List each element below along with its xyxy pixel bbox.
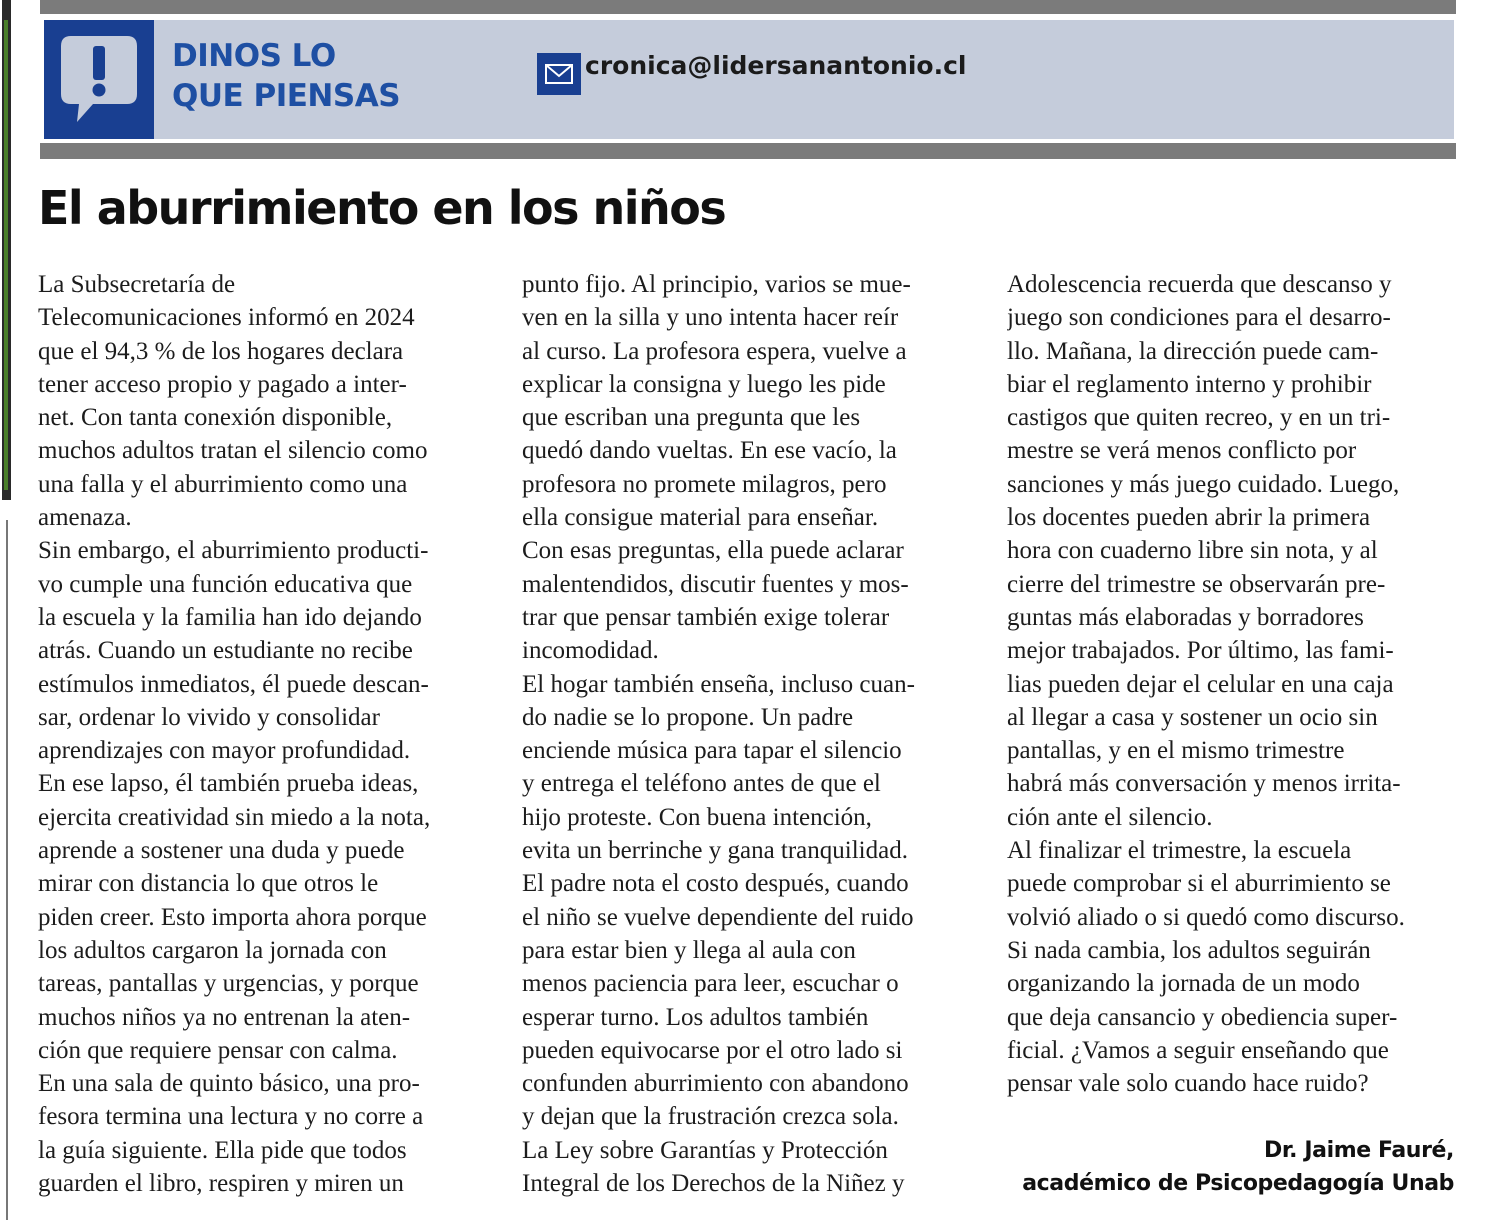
article-text-line: atrás. Cuando un estudiante no recibe: [38, 637, 413, 665]
article-text-line: volvió aliado o si quedó como discurso.: [1007, 903, 1405, 931]
article-text-line: al curso. La profesora espera, vuelve a: [522, 337, 907, 365]
article-text-line: net. Con tanta conexión disponible,: [38, 404, 393, 432]
article-text-line: malentendidos, discutir fuentes y mos-: [522, 570, 909, 598]
article-text-line: enciende música para tapar el silencio: [522, 737, 902, 765]
article-text-line: puede comprobar si el aburrimiento se: [1007, 870, 1391, 898]
article-text-line: guntas más elaboradas y borradores: [1007, 603, 1364, 631]
article-text-line: piden creer. Esto importa ahora porque: [38, 903, 427, 931]
article-text-line: Integral de los Derechos de la Niñez y: [522, 1170, 905, 1198]
article-text-line: lias pueden dejar el celular en una caja: [1007, 670, 1394, 698]
mail-icon-box: [537, 53, 581, 95]
article-text-line: incomodidad.: [522, 637, 659, 665]
article-text-line: La Ley sobre Garantías y Protección: [522, 1136, 888, 1164]
article-text-line: tareas, pantallas y urgencias, y porque: [38, 970, 419, 998]
article-text-line: pantallas, y en el mismo trimestre: [1007, 737, 1345, 765]
article-text-line: El padre nota el costo después, cuando: [522, 870, 909, 898]
article-text-line: Si nada cambia, los adultos seguirán: [1007, 936, 1371, 964]
article-text-line: mirar con distancia lo que otros le: [38, 870, 379, 898]
article-text-line: organizando la jornada de un modo: [1007, 970, 1360, 998]
article-text-line: cierre del trimestre se observarán pre-: [1007, 570, 1386, 598]
article-text-line: ejercita creatividad sin miedo a la nota,: [38, 803, 431, 831]
article-text-line: profesora no promete milagros, pero: [522, 470, 887, 498]
article-text-line: hijo proteste. Con buena intención,: [522, 803, 872, 831]
contact-email-link[interactable]: cronica@lidersanantonio.cl: [585, 51, 967, 80]
banner-title-line2: QUE PIENSAS: [172, 78, 401, 114]
article-text-line: trar que pensar también exige tolerar: [522, 603, 890, 631]
edge-strip-green: [4, 20, 8, 490]
article-text-line: habrá más conversación y menos irrita-: [1007, 770, 1401, 798]
article-text-line: mejor trabajados. Por último, las fami-: [1007, 637, 1394, 665]
article-text-line: los docentes pueden abrir la primera: [1007, 504, 1371, 532]
article-text-line: tener acceso propio y pagado a inter-: [38, 370, 407, 398]
article-text-line: hora con cuaderno libre sin nota, y al: [1007, 537, 1378, 565]
article-text-line: una falla y el aburrimiento como una: [38, 470, 408, 498]
bottom-divider-bar: [40, 143, 1456, 159]
article-text-line: ción ante el silencio.: [1007, 803, 1213, 831]
edge-strip-thin: [6, 520, 8, 1220]
envelope-icon: [545, 64, 573, 84]
article-headline: El aburrimiento en los niños: [38, 181, 726, 235]
article-text-line: evita un berrinche y gana tranquilidad.: [522, 837, 908, 865]
article-text-line: Telecomunicaciones informó en 2024: [38, 304, 415, 332]
article-text-line: y dejan que la frustración crezca sola.: [522, 1103, 899, 1131]
article-text-line: muchos adultos tratan el silencio como: [38, 437, 428, 465]
article-text-line: pensar vale solo cuando hace ruido?: [1007, 1070, 1369, 1098]
article-column-2: [522, 268, 974, 1200]
article-text-line: En una sala de quinto básico, una pro-: [38, 1070, 420, 1098]
article-text-line: guarden el libro, respiren y miren un: [38, 1170, 404, 1198]
article-text-line: ella consigue material para enseñar.: [522, 504, 879, 532]
article-text-line: confunden aburrimiento con abandono: [522, 1070, 909, 1098]
article-text-line: amenaza.: [38, 504, 132, 532]
article-text-line: muchos niños ya no entrenan la aten-: [38, 1003, 411, 1031]
article-text-line: El hogar también enseña, incluso cuan-: [522, 670, 915, 698]
banner-title-line1: DINOS LO: [172, 38, 336, 74]
article-text-line: llo. Mañana, la dirección puede cam-: [1007, 337, 1379, 365]
article-text-line: menos paciencia para leer, escuchar o: [522, 970, 899, 998]
alert-icon-box: [44, 20, 154, 139]
article-text-line: esperar turno. Los adultos también: [522, 1003, 869, 1031]
article-text-line: estímulos inmediatos, él puede descan-: [38, 670, 429, 698]
article-text-line: y entrega el teléfono antes de que el: [522, 770, 881, 798]
article-text-line: Adolescencia recuerda que descanso y: [1007, 271, 1392, 298]
page-edge-strip: [0, 0, 14, 1232]
author-role: académico de Psicopedagogía Unab: [1022, 1171, 1454, 1196]
article-text-line: Sin embargo, el aburrimiento producti-: [38, 537, 429, 565]
article-text-line: la guía siguiente. Ella pide que todos: [38, 1136, 407, 1164]
article-text-line: vo cumple una función educativa que: [38, 570, 413, 598]
article-text-line: fesora termina una lectura y no corre a: [38, 1103, 424, 1131]
article-text-line: que el 94,3 % de los hogares declara: [38, 337, 404, 365]
article-text-line: quedó dando vueltas. En ese vacío, la: [522, 437, 897, 465]
article-text-line: los adultos cargaron la jornada con: [38, 936, 387, 964]
article-text-line: el niño se vuelve dependiente del ruido: [522, 903, 914, 931]
article-text-line: ción que requiere pensar con calma.: [38, 1036, 398, 1064]
banner-title: [172, 36, 400, 116]
article-text-line: ficial. ¿Vamos a seguir enseñando que: [1007, 1036, 1389, 1064]
author-name: Dr. Jaime Fauré,: [1263, 1138, 1454, 1163]
author-signature: [1022, 1134, 1454, 1200]
article-text-line: En ese lapso, él también prueba ideas,: [38, 770, 419, 798]
article-column-1: [38, 268, 490, 1200]
article-text-line: que escriban una pregunta que les: [522, 404, 861, 432]
article-text-line: al llegar a casa y sostener un ocio sin: [1007, 703, 1378, 731]
article-text-line: La Subsecretaría de: [38, 271, 236, 298]
article-text-line: aprendizajes con mayor profundidad.: [38, 737, 411, 765]
article-text-line: Con esas preguntas, ella puede aclarar: [522, 537, 904, 565]
article-text-line: biar el reglamento interno y prohibir: [1007, 370, 1372, 398]
article-text-line: la escuela y la familia han ido dejando: [38, 603, 422, 631]
speech-bubble-exclamation-icon: [59, 34, 139, 126]
article-text-line: sanciones y más juego cuidado. Luego,: [1007, 470, 1400, 498]
article-text-line: mestre se verá menos conflicto por: [1007, 437, 1357, 465]
article-text-line: aprende a sostener una duda y puede: [38, 837, 405, 865]
article-text-line: castigos que quiten recreo, y en un tri-: [1007, 404, 1391, 432]
article-text-line: do nadie se lo propone. Un padre: [522, 703, 854, 731]
article-text-line: para estar bien y llega al aula con: [522, 936, 856, 964]
article-text-line: punto fijo. Al principio, varios se mue-: [522, 271, 911, 298]
article-text-line: sar, ordenar lo vivido y consolidar: [38, 703, 380, 731]
top-divider-bar: [40, 0, 1456, 14]
article-text-line: explicar la consigna y luego les pide: [522, 370, 886, 398]
article-text-line: juego son condiciones para el desarro-: [1007, 304, 1391, 332]
article-text-line: que deja cansancio y obediencia super-: [1007, 1003, 1398, 1031]
article-text-line: Al finalizar el trimestre, la escuela: [1007, 837, 1352, 865]
article-text-line: ven en la silla y uno intenta hacer reír: [522, 304, 899, 332]
article-column-3: [1007, 268, 1459, 1100]
opinion-banner: [44, 20, 1454, 139]
article-text-line: pueden equivocarse por el otro lado si: [522, 1036, 903, 1064]
